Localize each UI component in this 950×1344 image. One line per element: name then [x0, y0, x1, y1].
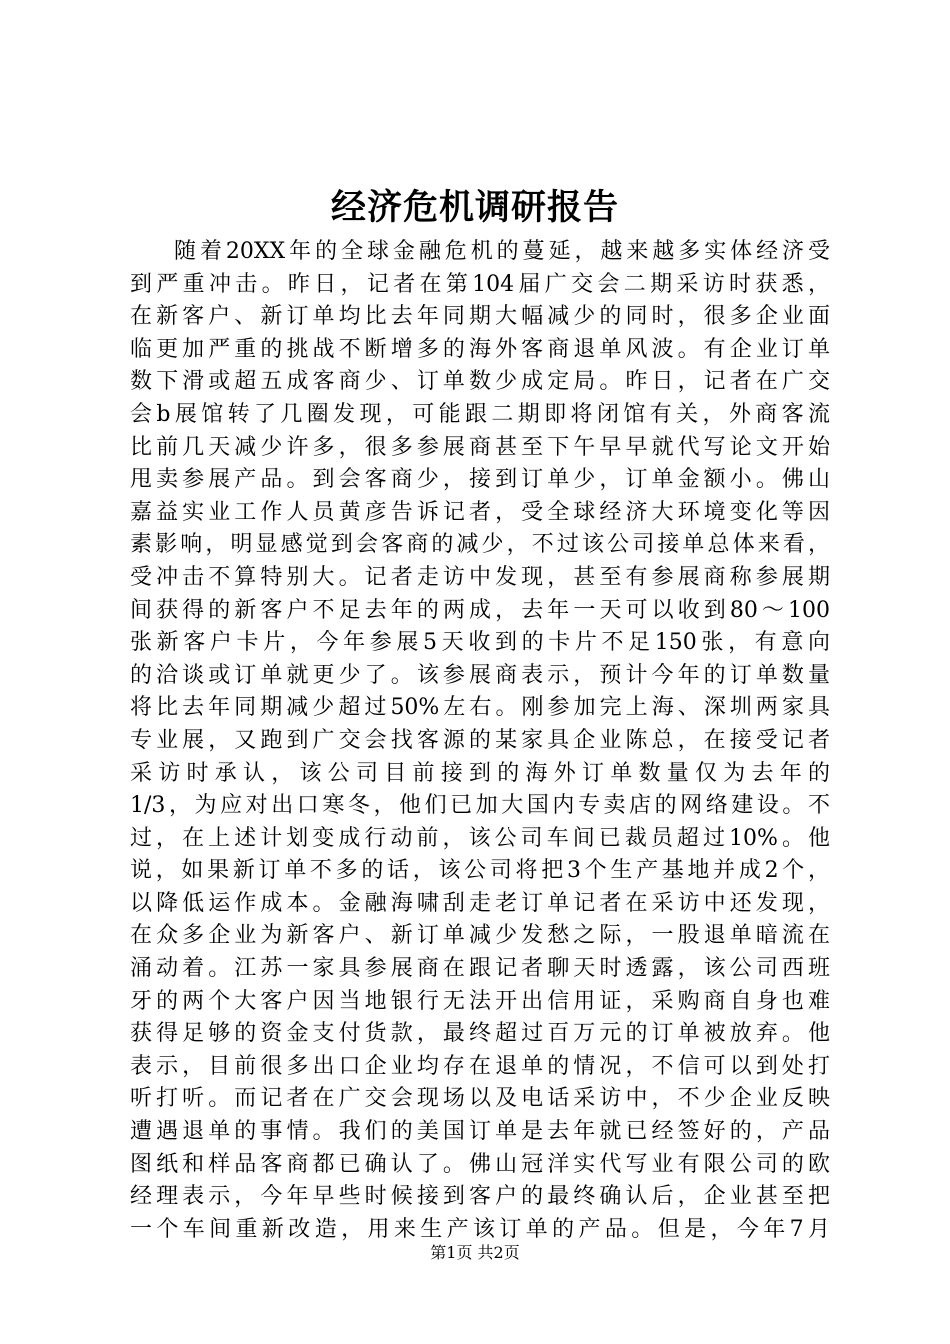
- text-line: 随着20XX年的全球金融危机的蔓延，越来越多实体经济受: [174, 239, 830, 264]
- text-line: 图纸和样品客商都已确认了。佛山冠洋实代写业有限公司的欧: [130, 1151, 830, 1177]
- text-line: 遭遇退单的事情。我们的美国订单是去年就已经签好的，产品: [130, 1119, 830, 1145]
- text-line: 间获得的新客户不足去年的两成，去年一天可以收到80～100: [130, 597, 830, 623]
- text-line: 会b展馆转了几圈发现，可能跟二期即将闭馆有关，外商客流: [130, 401, 830, 427]
- text-line: 获得足够的资金支付货款，最终超过百万元的订单被放弃。他: [130, 1021, 830, 1047]
- text-line: 专业展，又跑到广交会找客源的某家具企业陈总，在接受记者: [130, 727, 830, 753]
- text-line: 1/3，为应对出口寒冬，他们已加大国内专卖店的网络建设。不: [130, 793, 830, 819]
- text-line: 采访时承认，该公司目前接到的海外订单数量仅为去年的: [130, 760, 830, 786]
- text-line: 牙的两个大客户因当地银行无法开出信用证，采购商自身也难: [130, 988, 830, 1014]
- text-line: 数下滑或超五成客商少、订单数少成定局。昨日，记者在广交: [130, 369, 830, 395]
- page-number-footer: 第1页 共2页: [430, 1243, 520, 1262]
- text-line: 到严重冲击。昨日，记者在第104届广交会二期采访时获悉，: [130, 271, 830, 297]
- text-line: 比前几天减少许多，很多参展商甚至下午早早就代写论文开始: [130, 434, 830, 460]
- text-line: 说，如果新订单不多的话，该公司将把3个生产基地并成2个，: [130, 858, 830, 884]
- text-line: 涌动着。江苏一家具参展商在跟记者聊天时透露，该公司西班: [130, 956, 830, 982]
- text-line: 甩卖参展产品。到会客商少，接到订单少，订单金额小。佛山: [130, 467, 830, 493]
- text-line: 嘉益实业工作人员黄彦告诉记者，受全球经济大环境变化等因: [130, 499, 830, 525]
- text-line: 经理表示，今年早些时候接到客户的最终确认后，企业甚至把: [130, 1184, 830, 1210]
- text-line: 一个车间重新改造，用来生产该订单的产品。但是，今年7月: [130, 1216, 830, 1242]
- text-line: 过，在上述计划变成行动前，该公司车间已裁员超过10%。他: [130, 825, 830, 851]
- text-line: 在新客户、新订单均比去年同期大幅减少的同时，很多企业面: [130, 304, 830, 330]
- text-line: 受冲击不算特别大。记者走访中发现，甚至有参展商称参展期: [130, 564, 830, 590]
- text-line: 将比去年同期减少超过50%左右。刚参加完上海、深圳两家具: [130, 695, 830, 721]
- page-title: 经济危机调研报告: [330, 187, 619, 228]
- text-line: 以降低运作成本。金融海啸刮走老订单记者在采访中还发现，: [130, 890, 830, 916]
- text-line: 听打听。而记者在广交会现场以及电话采访中，不少企业反映: [130, 1086, 830, 1112]
- text-line: 素影响，明显感觉到会客商的减少，不过该公司接单总体来看，: [130, 532, 830, 558]
- text-line: 表示，目前很多出口企业均存在退单的情况，不信可以到处打: [130, 1053, 830, 1079]
- body-text: [130, 236, 830, 1246]
- text-line: 的洽谈或订单就更少了。该参展商表示，预计今年的订单数量: [130, 662, 830, 688]
- text-line: 张新客户卡片，今年参展5天收到的卡片不足150张，有意向: [130, 630, 830, 656]
- text-line: 临更加严重的挑战不断增多的海外客商退单风波。有企业订单: [130, 336, 830, 362]
- text-line: 在众多企业为新客户、新订单减少发愁之际，一股退单暗流在: [130, 923, 830, 949]
